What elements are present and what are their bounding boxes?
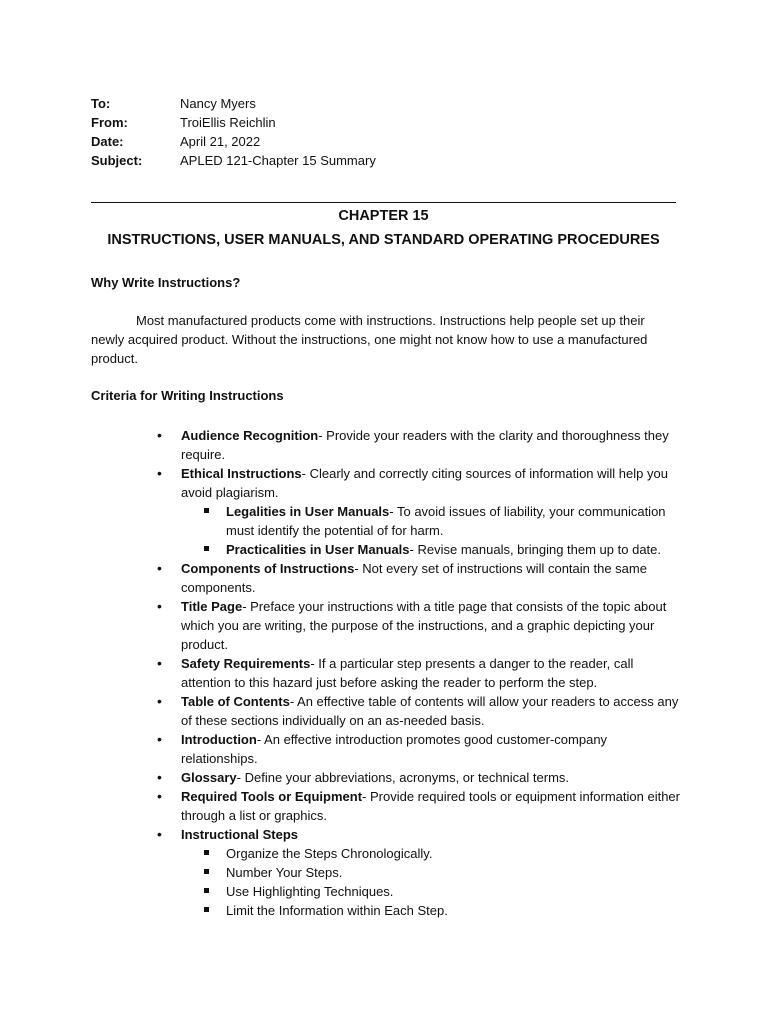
bullet-icon: • bbox=[157, 693, 162, 709]
item-term: Ethical Instructions bbox=[181, 466, 302, 481]
item-text: Limit the Information within Each Step. bbox=[226, 903, 448, 918]
why-paragraph: Most manufactured products come with instructions. Instructions help people set up their newly acquired product. Without the instructions, one might not know how to use a manufactured product. bbox=[91, 313, 648, 366]
list-item bbox=[91, 559, 681, 597]
item-term: Legalities in User Manuals bbox=[226, 504, 390, 519]
horizontal-rule bbox=[91, 202, 676, 203]
item-text: - Preface your instructions with a title page that consists of the topic about which you are writing, the purpose of the instructions, and a graphic depicting your product. bbox=[181, 599, 667, 652]
list-item bbox=[91, 464, 681, 502]
sub-list-item bbox=[91, 540, 681, 559]
bullet-icon: • bbox=[157, 826, 162, 842]
memo-date-row bbox=[91, 132, 691, 151]
square-bullet-icon bbox=[204, 546, 209, 551]
item-term: Practicalities in User Manuals bbox=[226, 542, 410, 557]
memo-subject-value: APLED 121-Chapter 15 Summary bbox=[180, 153, 376, 168]
memo-from-value: TroiEllis Reichlin bbox=[180, 115, 276, 130]
bullet-icon: • bbox=[157, 655, 162, 671]
square-bullet-icon bbox=[204, 850, 209, 855]
item-term: Safety Requirements bbox=[181, 656, 311, 671]
list-item bbox=[91, 426, 681, 464]
sub-list-item bbox=[91, 863, 681, 882]
memo-date-label: Date: bbox=[91, 134, 124, 149]
memo-to-label: To: bbox=[91, 96, 111, 111]
item-text: - Clearly and correctly citing sources of information will help you avoid plagiarism. bbox=[181, 466, 668, 500]
item-term: Title Page bbox=[181, 599, 243, 614]
sub-list-item bbox=[91, 502, 681, 540]
list-item bbox=[91, 692, 681, 730]
item-text: - To avoid issues of liability, your communication must identify the potential of for harm. bbox=[226, 504, 666, 538]
square-bullet-icon bbox=[204, 888, 209, 893]
item-text: - Define your abbreviations, acronyms, or technical terms. bbox=[236, 770, 570, 785]
item-text: Number Your Steps. bbox=[226, 865, 343, 880]
list-item bbox=[91, 787, 681, 825]
bullet-icon: • bbox=[157, 788, 162, 804]
item-text: - An effective table of contents will allow your readers to access any of these sections individually on an as-needed basis. bbox=[181, 694, 679, 728]
memo-header bbox=[91, 94, 691, 170]
bullet-icon: • bbox=[157, 427, 162, 443]
sub-list-item bbox=[91, 844, 681, 863]
memo-subject-label: Subject: bbox=[91, 153, 143, 168]
list-item bbox=[91, 654, 681, 692]
chapter-title: INSTRUCTIONS, USER MANUALS, AND STANDARD OPERATING PROCEDURES bbox=[107, 232, 660, 248]
list-item bbox=[91, 768, 681, 787]
item-text: - Provide required tools or equipment information either through a list or graphics. bbox=[181, 789, 680, 823]
memo-from-label: From: bbox=[91, 115, 128, 130]
memo-subject-row bbox=[91, 151, 691, 170]
memo-to-row bbox=[91, 94, 691, 113]
memo-from-row bbox=[91, 113, 691, 132]
item-term: Introduction bbox=[181, 732, 257, 747]
criteria-list bbox=[91, 426, 681, 920]
item-term: Instructional Steps bbox=[181, 827, 299, 842]
item-term: Table of Contents bbox=[181, 694, 290, 709]
bullet-icon: • bbox=[157, 769, 162, 785]
item-text: - Not every set of instructions will contain the same components. bbox=[181, 561, 647, 595]
list-item bbox=[91, 825, 681, 844]
square-bullet-icon bbox=[204, 869, 209, 874]
item-text: Organize the Steps Chronologically. bbox=[226, 846, 433, 861]
bullet-icon: • bbox=[157, 465, 162, 481]
chapter-number: CHAPTER 15 bbox=[338, 208, 429, 224]
why-heading: Why Write Instructions? bbox=[91, 275, 241, 290]
square-bullet-icon bbox=[204, 508, 209, 513]
list-item bbox=[91, 597, 681, 654]
item-text: - An effective introduction promotes good customer-company relationships. bbox=[181, 732, 608, 766]
criteria-heading: Criteria for Writing Instructions bbox=[91, 388, 284, 403]
sub-list-item bbox=[91, 882, 681, 901]
memo-date-value: April 21, 2022 bbox=[180, 134, 261, 149]
item-text: Use Highlighting Techniques. bbox=[226, 884, 394, 899]
sub-list-item bbox=[91, 901, 681, 920]
item-term: Required Tools or Equipment bbox=[181, 789, 363, 804]
item-term: Glossary bbox=[181, 770, 237, 785]
bullet-icon: • bbox=[157, 560, 162, 576]
item-term: Components of Instructions bbox=[181, 561, 355, 576]
list-item bbox=[91, 730, 681, 768]
bullet-icon: • bbox=[157, 731, 162, 747]
item-term: Audience Recognition bbox=[181, 428, 319, 443]
item-text: - Provide your readers with the clarity and thoroughness they require. bbox=[181, 428, 669, 462]
bullet-icon: • bbox=[157, 598, 162, 614]
item-text: - Revise manuals, bringing them up to date. bbox=[409, 542, 661, 557]
square-bullet-icon bbox=[204, 907, 209, 912]
memo-to-value: Nancy Myers bbox=[180, 96, 256, 111]
item-text: - If a particular step presents a danger to the reader, call attention to this hazard just before asking the reader to perform the step. bbox=[181, 656, 634, 690]
